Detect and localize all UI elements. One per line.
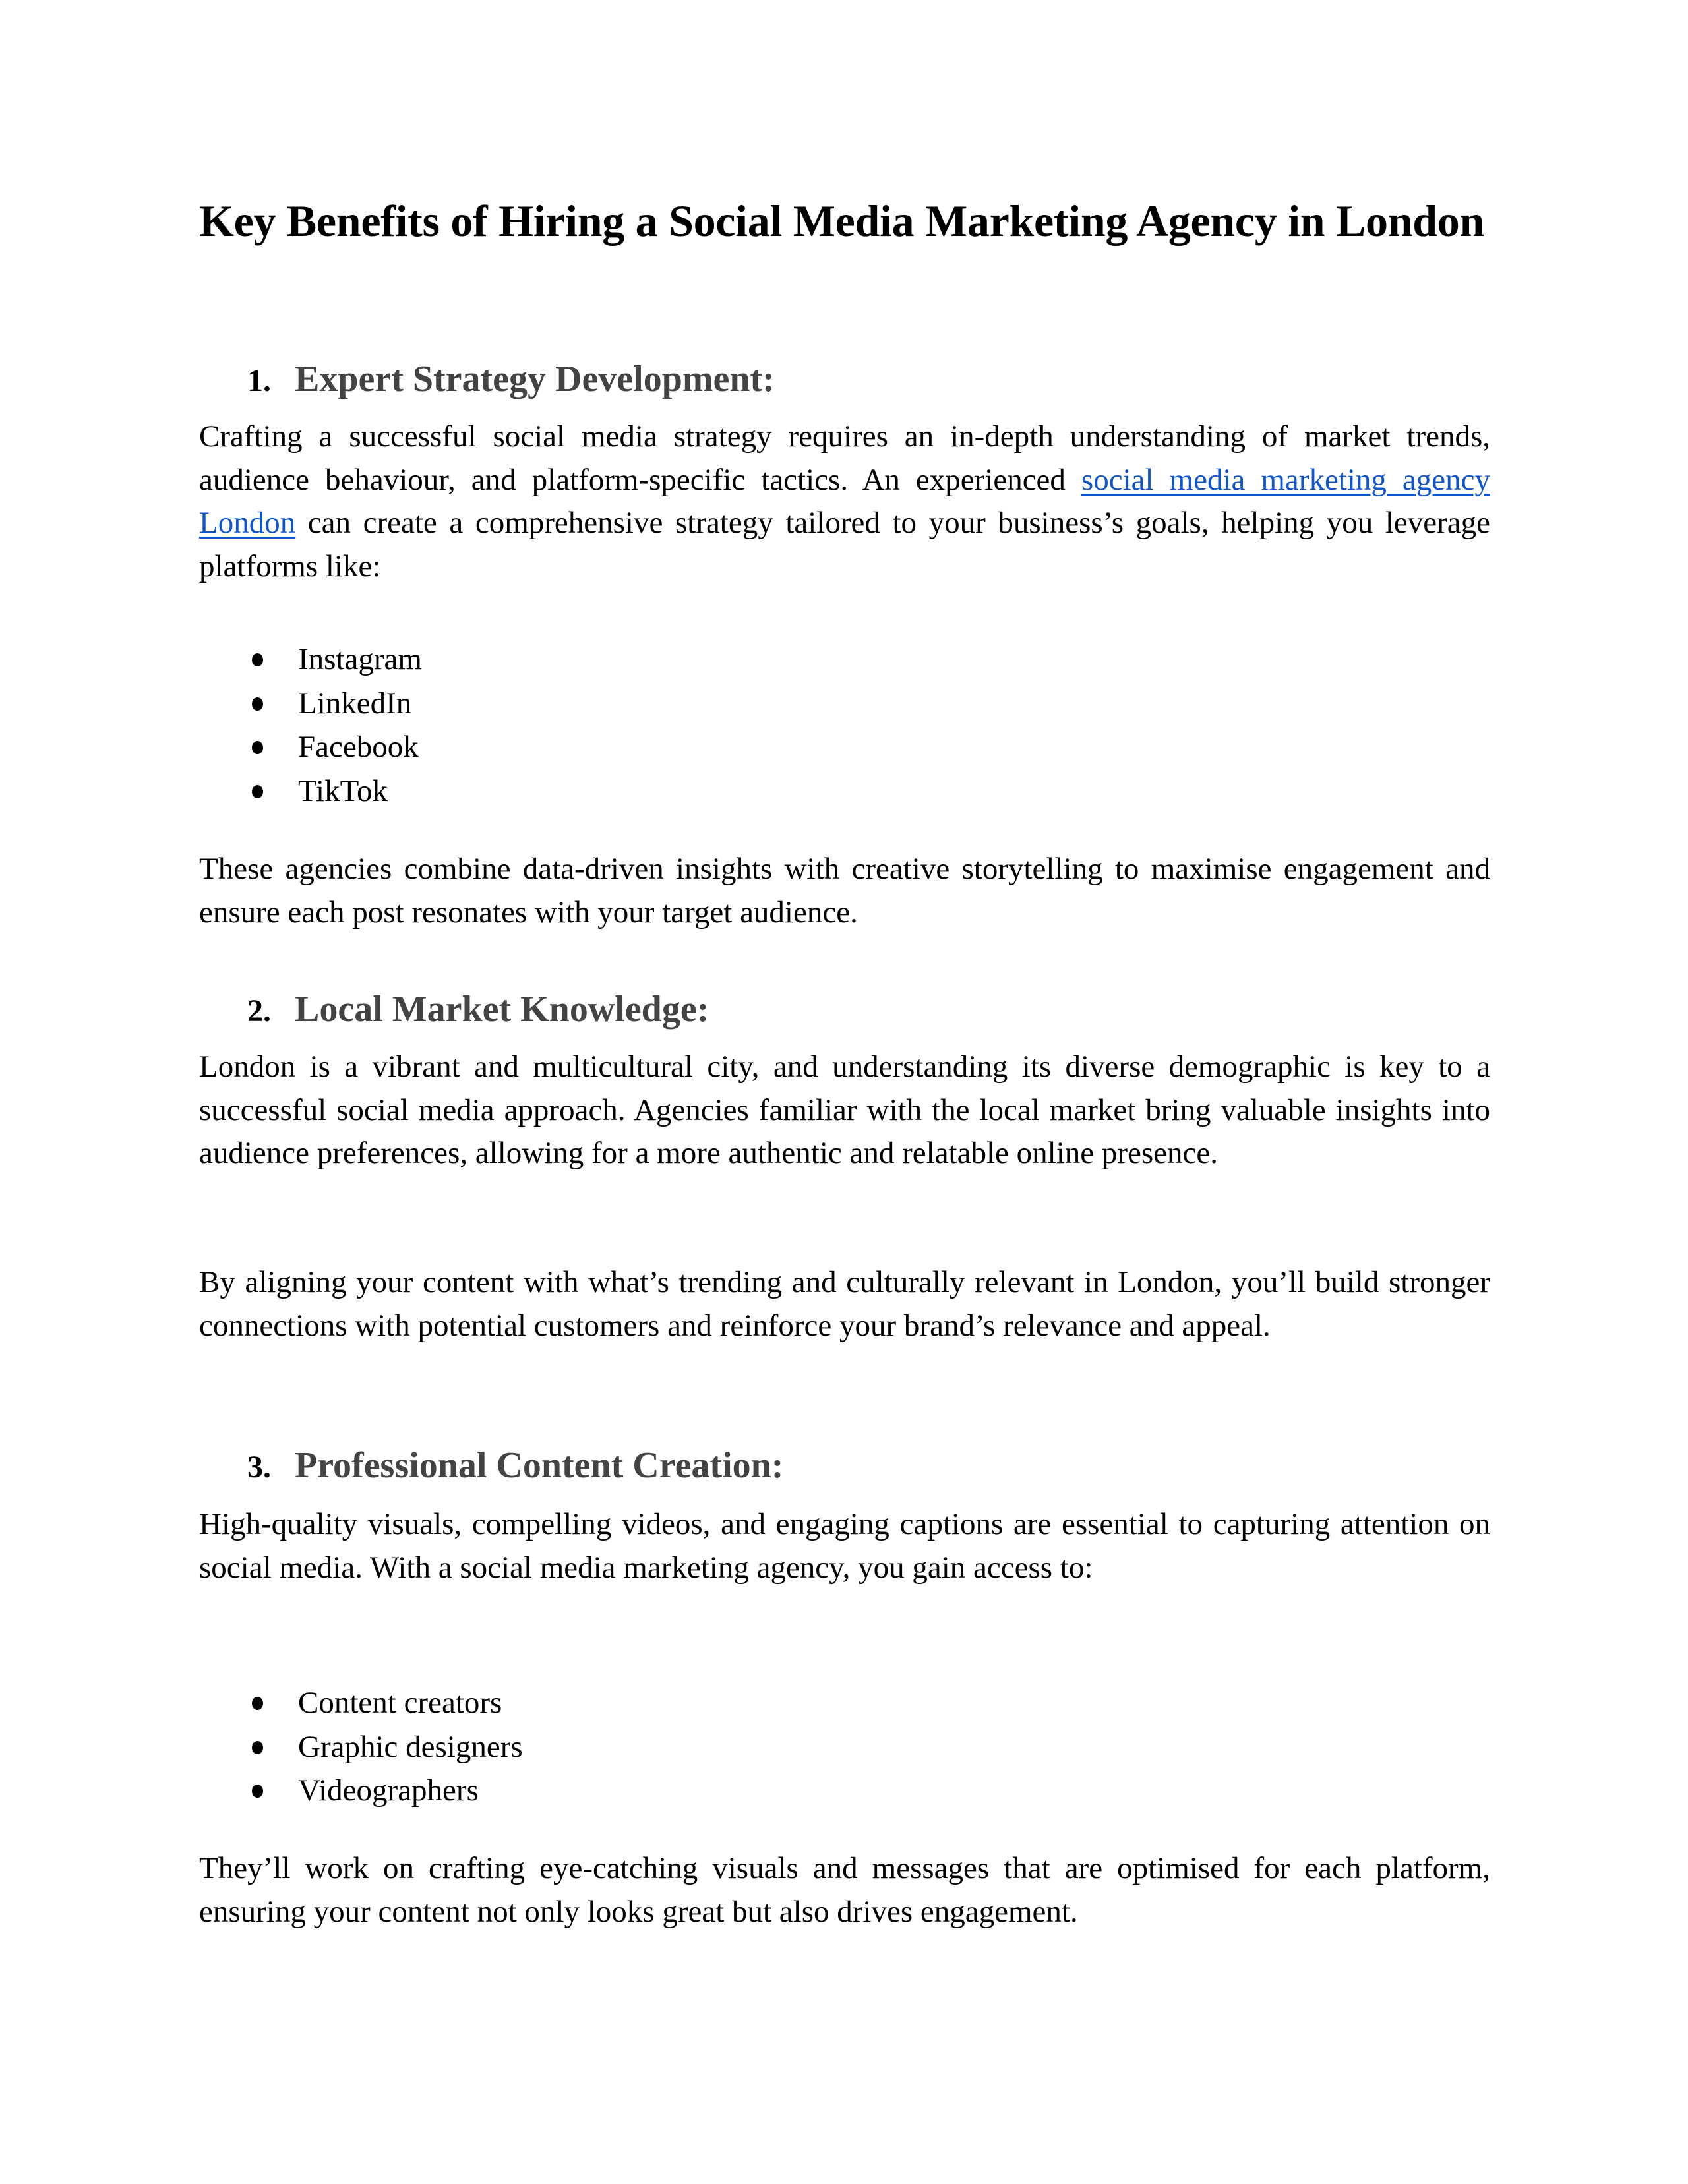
paragraph-content-closing: They’ll work on crafting eye-catching visuals and messages that are optimised for each platform, ensuring your content not only looks great but also drives engagement. — [199, 1851, 1490, 1929]
team-list — [199, 1681, 523, 1813]
section-heading-expert-strategy — [199, 356, 775, 404]
list-item-text: Content creators — [298, 1686, 502, 1720]
list-item-text: Facebook — [298, 730, 419, 764]
section-heading-local-market — [199, 986, 709, 1034]
platform-list — [199, 637, 422, 813]
list-item — [199, 682, 422, 726]
paragraph-strategy-intro — [199, 415, 1490, 588]
paragraph-text: can create a comprehensive strategy tailored to your business’s goals, helping you leverage platforms like: — [199, 506, 1490, 583]
section-number: 2. — [247, 993, 271, 1028]
paragraph-text: Crafting a successful social media strategy requires an in-depth understanding of market trends, audience behaviour, and platform-specific tactics. An experienced — [199, 419, 1490, 497]
list-item-text: Videographers — [298, 1773, 479, 1808]
social-media-agency-link[interactable]: social media marketing agency London — [199, 462, 1490, 541]
section-number: 3. — [247, 1450, 271, 1485]
paragraph-local-market-1: London is a vibrant and multicultural city, and understanding its diverse demographic is key to a successful social media approach. Agencies familiar with the local market bring valuable insights into audience preferences, allowing for a more authentic and relatable online presence. — [199, 1049, 1490, 1171]
bullet-icon — [252, 1741, 263, 1754]
section-heading-text: Expert Strategy Development: — [295, 359, 775, 399]
list-item — [199, 769, 422, 813]
section-heading-text: Professional Content Creation: — [295, 1445, 784, 1486]
paragraph-content-intro: High-quality visuals, compelling videos, and engaging captions are essential to capturing attention on social media. With a social media marketing agency, you gain access to: — [199, 1507, 1490, 1585]
list-item-text: Graphic designers — [298, 1729, 523, 1764]
bullet-icon — [252, 1785, 263, 1798]
list-item-text: Instagram — [298, 642, 422, 676]
list-item — [199, 1769, 523, 1813]
bullet-icon — [252, 697, 263, 711]
section-heading-content-creation — [199, 1442, 783, 1490]
bullet-icon — [252, 785, 263, 798]
list-item — [199, 1681, 523, 1725]
bullet-icon — [252, 653, 263, 666]
section-number: 1. — [247, 363, 271, 398]
list-item — [199, 725, 422, 769]
document-title: Key Benefits of Hiring a Social Media Marketing Agency in London — [199, 196, 1485, 246]
bullet-icon — [252, 741, 263, 754]
paragraph-local-market-2: By aligning your content with what’s trending and culturally relevant in London, you’ll build stronger connections with potential customers and reinforce your brand’s relevance and appeal. — [199, 1265, 1490, 1343]
list-item-text: TikTok — [298, 773, 388, 808]
section-heading-text: Local Market Knowledge: — [295, 989, 709, 1030]
paragraph-strategy-closing: These agencies combine data-driven insights with creative storytelling to maximise engagement and ensure each post resonates with your target audience. — [199, 852, 1490, 930]
bullet-icon — [252, 1697, 263, 1710]
list-item-text: LinkedIn — [298, 686, 412, 721]
list-item — [199, 1725, 523, 1769]
list-item — [199, 637, 422, 682]
